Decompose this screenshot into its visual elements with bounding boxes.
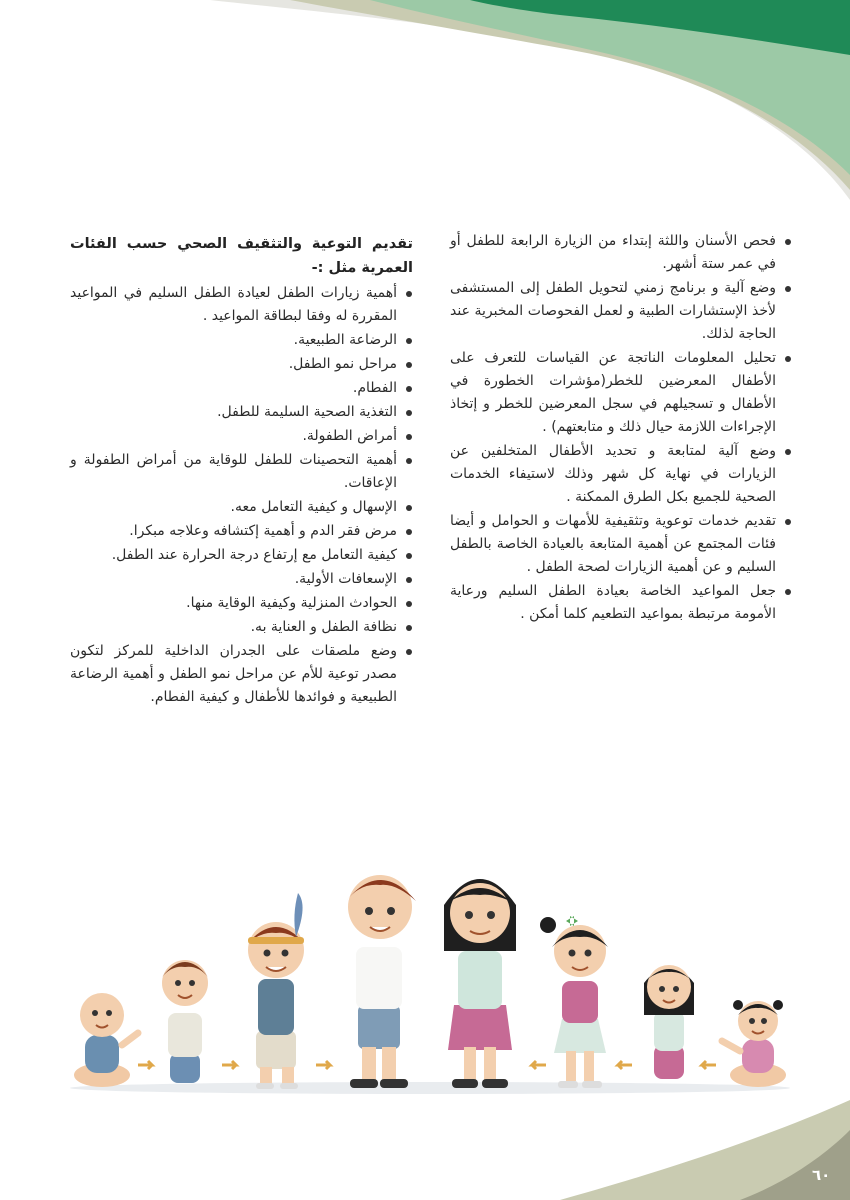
list-item: تحليل المعلومات الناتجة عن القياسات للتعرف على الأطفال المعرضين للخطر(مؤشرات الخطورة في الأطفال و تسجيلهم في سجل المعرضين للخطر و إتخاذ الإجراءات اللازمة حيال ذلك و متابعتهم) . bbox=[450, 347, 792, 439]
list-item: الرضاعة الطبيعية. bbox=[70, 329, 413, 352]
list-item: تقديم خدمات توعوية وتثقيفية للأمهات و الحوامل و أيضا فئات المجتمع عن أهمية المتابعة بالعيادة الخاصة بالطفل السليم و عن أهمية الزيارات لصحة الطفل . bbox=[450, 510, 792, 579]
girl-small bbox=[644, 965, 694, 1079]
baby-girl bbox=[722, 1000, 786, 1087]
footer-corner-decoration bbox=[0, 1100, 850, 1200]
list-item: أهمية التحصينات للطفل للوقاية من أمراض الطفولة و الإعاقات. bbox=[70, 449, 413, 495]
list-item: أهمية زيارات الطفل لعيادة الطفل السليم في المواعيد المقررة له وفقا لبطاقة المواعيد . bbox=[70, 282, 413, 328]
list-item: وضع آلية لمتابعة و تحديد الأطفال المتخلفين عن الزيارات في نهاية كل شهر وذلك لاستيفاء الخدمات الصحية للجميع بكل الطرق الممكنة . bbox=[450, 440, 792, 509]
arrow-left-icon bbox=[618, 1061, 632, 1069]
page-number: ٦٠ bbox=[812, 1166, 831, 1184]
right-bullet-list bbox=[450, 230, 792, 626]
child-growth-illustration bbox=[60, 855, 800, 1100]
list-item: أمراض الطفولة. bbox=[70, 425, 413, 448]
boy-feather bbox=[248, 893, 304, 1089]
list-item: الحوادث المنزلية وكيفية الوقاية منها. bbox=[70, 592, 413, 615]
list-item: كيفية التعامل مع إرتفاع درجة الحرارة عند الطفل. bbox=[70, 544, 413, 567]
girl-bow bbox=[540, 916, 608, 1088]
list-item: فحص الأسنان واللثة إبتداء من الزيارة الرابعة للطفل أو في عمر ستة أشهر. bbox=[450, 230, 792, 276]
right-column bbox=[450, 230, 792, 627]
list-item: الإسهال و كيفية التعامل معه. bbox=[70, 496, 413, 519]
arrow-left-icon bbox=[702, 1061, 716, 1069]
toddler-boy bbox=[162, 960, 208, 1083]
list-item: جعل المواعيد الخاصة بعيادة الطفل السليم ورعاية الأمومة مرتبطة بمواعيد التطعيم كلما أمكن . bbox=[450, 580, 792, 626]
list-item: نظافة الطفل و العناية به. bbox=[70, 616, 413, 639]
list-item: الإسعافات الأولية. bbox=[70, 568, 413, 591]
left-bullet-list bbox=[70, 282, 413, 709]
list-item: وضع ملصقات على الجدران الداخلية للمركز لتكون مصدر توعية للأم عن مراحل نمو الطفل و أهمية الرضاعة الطبيعية و فوائدها للأطفال و كيفية الفطام. bbox=[70, 640, 413, 709]
baby-boy bbox=[74, 993, 138, 1087]
list-item: مرض فقر الدم و أهمية إكتشافه وعلاجه مبكرا. bbox=[70, 520, 413, 543]
arrow-right-icon bbox=[138, 1061, 152, 1069]
list-item: وضع آلية و برنامج زمني لتحويل الطفل إلى المستشفى لأخذ الإستشارات الطبية و لعمل الفحوصات المخبرية عند الحاجة لذلك. bbox=[450, 277, 792, 346]
girl-tall bbox=[444, 879, 516, 1088]
arrow-left-icon bbox=[532, 1061, 546, 1069]
arrow-right-icon bbox=[222, 1061, 236, 1069]
list-item: مراحل نمو الطفل. bbox=[70, 353, 413, 376]
list-item: الفطام. bbox=[70, 377, 413, 400]
boy-tall bbox=[346, 875, 416, 1088]
list-item: التغذية الصحية السليمة للطفل. bbox=[70, 401, 413, 424]
arrow-right-icon bbox=[316, 1061, 330, 1069]
left-column bbox=[70, 230, 413, 710]
header-wave-decoration bbox=[0, 0, 850, 200]
section-heading: تقديم التوعية والتثقيف الصحي حسب الفئات العمرية مثل :- bbox=[70, 236, 413, 276]
